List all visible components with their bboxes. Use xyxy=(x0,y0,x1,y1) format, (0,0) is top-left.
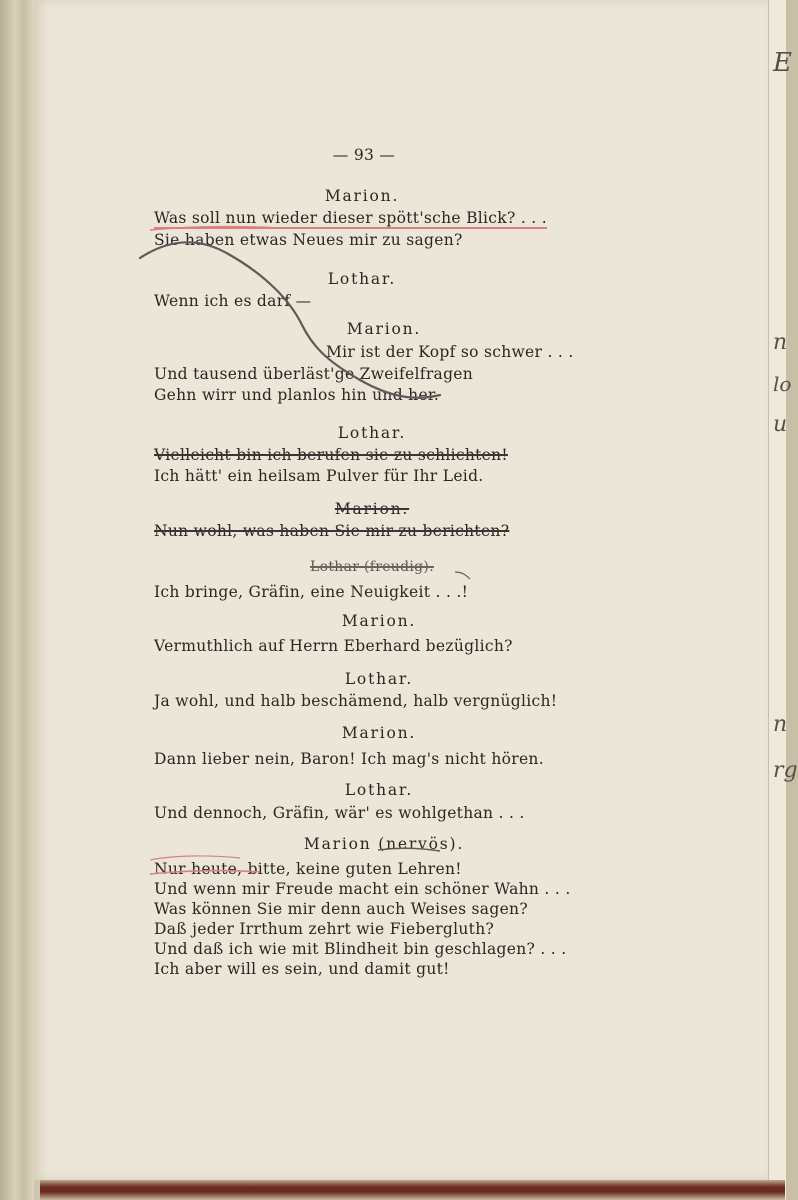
speaker-line: Lothar. xyxy=(344,670,414,688)
struck-speaker-line: Lothar (freudig). xyxy=(310,559,434,575)
verse-line: Gehn wirr und planlos hin und her. xyxy=(154,386,440,404)
verse-line: Nur heute, bitte, keine guten Lehren! xyxy=(154,860,462,878)
verse-line: Und daß ich wie mit Blindheit bin geschlagen? . . . xyxy=(154,940,567,958)
verse-line: Dann lieber nein, Baron! Ich mag's nicht hören. xyxy=(154,750,544,768)
verse-line: Und tausend überläst'ge Zweifelfragen xyxy=(154,365,474,383)
speaker-line: Lothar. xyxy=(337,424,407,442)
book-gutter xyxy=(0,0,34,1200)
verse-text: Was soll nun wieder dieser spött'sche Blick? . . . xyxy=(154,209,547,227)
verse-line: Ich hätt' ein heilsam Pulver für Ihr Leid. xyxy=(154,467,484,485)
margin-handwriting: lo xyxy=(773,372,792,396)
margin-handwriting: n xyxy=(773,712,788,737)
facing-manuscript-page xyxy=(768,0,798,1200)
speaker-line: Marion. xyxy=(324,187,400,205)
book-page xyxy=(34,0,768,1180)
struck-verse-line: Vielleicht bin ich berufen sie zu schlichten! xyxy=(154,446,508,464)
struck-verse-line: Nun wohl, was haben Sie mir zu berichten? xyxy=(154,522,510,540)
speaker-line: Marion. xyxy=(346,320,422,338)
verse-line xyxy=(154,209,547,227)
verse-line: Ja wohl, und halb beschämend, halb vergnüglich! xyxy=(154,692,558,710)
verse-line: Ich aber will es sein, und damit gut! xyxy=(154,960,450,978)
speaker-line: Marion. xyxy=(341,724,417,742)
verse-line: Vermuthlich auf Herrn Eberhard bezüglich? xyxy=(154,637,513,655)
verse-line: Und dennoch, Gräfin, wär' es wohlgethan . . . xyxy=(154,804,525,822)
verse-line: Daß jeder Irrthum zehrt wie Fiebergluth? xyxy=(154,920,495,938)
verse-line: Sie haben etwas Neues mir zu sagen? xyxy=(154,231,463,249)
speaker-line: Marion. xyxy=(341,612,417,630)
verse-line: Mir ist der Kopf so schwer . . . xyxy=(326,343,574,361)
margin-handwriting: n xyxy=(773,330,788,355)
speaker-line: Lothar. xyxy=(344,781,414,799)
verse-line: Und wenn mir Freude macht ein schöner Wahn . . . xyxy=(154,880,571,898)
speaker-line: Marion (nervös). xyxy=(303,835,465,853)
page-number: — 93 — xyxy=(332,146,396,164)
verse-line: Was können Sie mir denn auch Weises sagen? xyxy=(154,900,528,918)
speaker-line: Lothar. xyxy=(327,270,397,288)
margin-handwriting: E xyxy=(773,48,792,78)
margin-handwriting: u xyxy=(773,412,788,437)
margin-handwriting: rg xyxy=(773,758,798,783)
verse-line: Ich bringe, Gräfin, eine Neuigkeit . . .! xyxy=(154,583,469,601)
book-edge-binding xyxy=(40,1180,785,1200)
struck-speaker-line: Marion. xyxy=(334,500,410,518)
verse-line: Wenn ich es darf — xyxy=(154,292,312,310)
